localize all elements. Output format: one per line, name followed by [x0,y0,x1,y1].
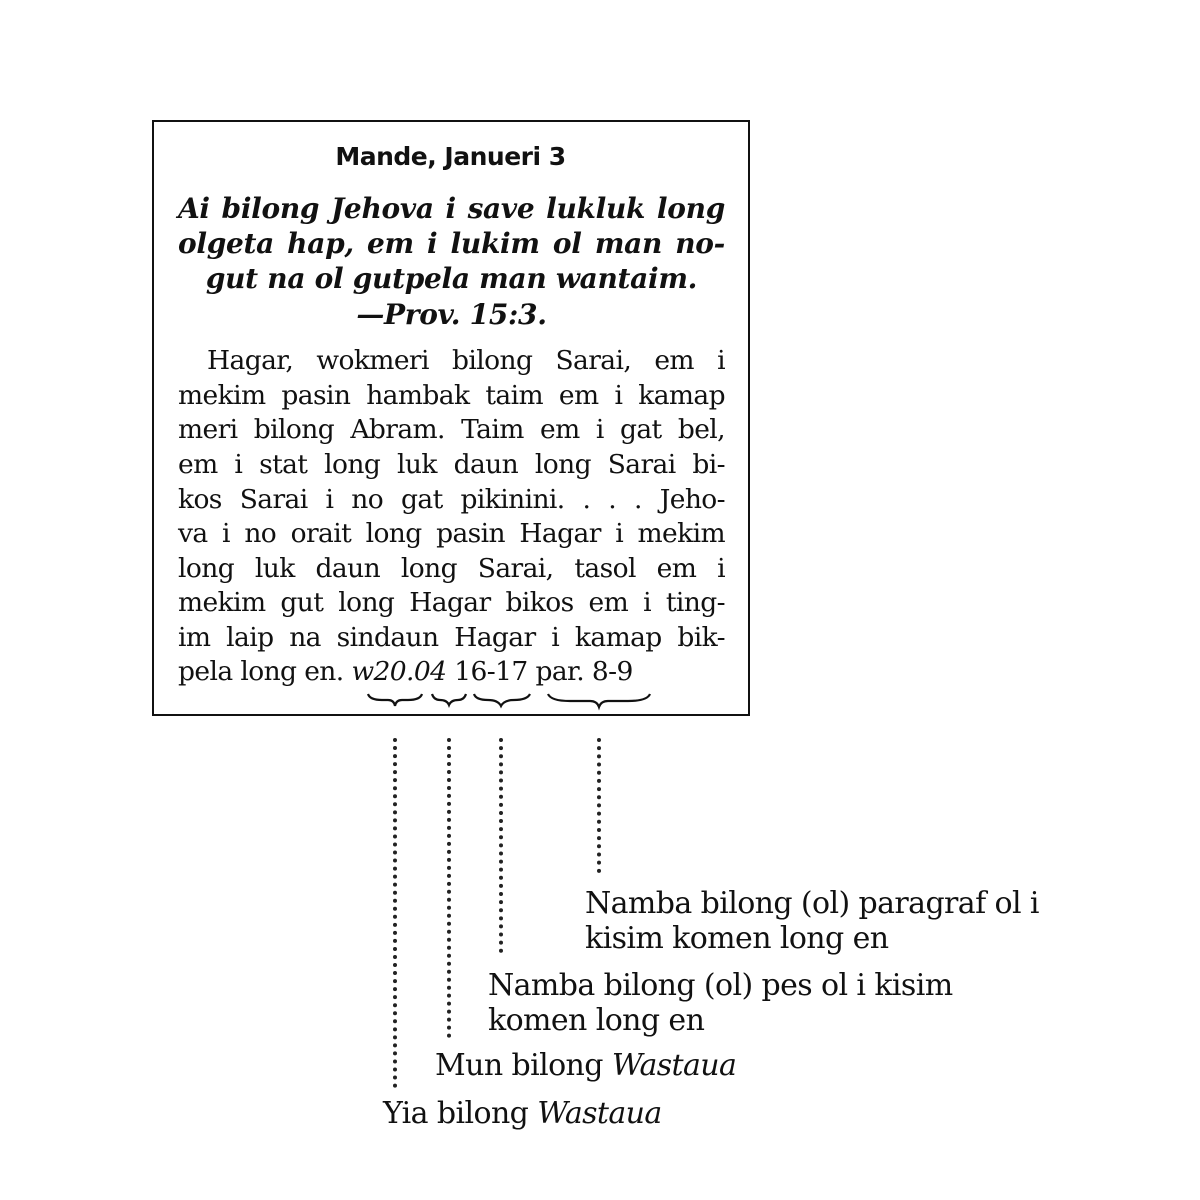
label-line: Namba bilong (ol) pes ol i kisim [488,968,953,1003]
leader-line-year [393,738,397,1088]
body-line: kos Sarai i no gat pikinini. . . . Jeho- [178,484,725,515]
brace-paragraphs-icon [548,694,650,707]
label-line: Namba bilong (ol) paragraf ol i [585,886,1039,921]
scripture-line: Ai bilong Jehova i save lukluk long [178,192,725,225]
body-line: long luk daun long Sarai, tasol em i [178,553,725,584]
leader-line-pages [499,738,503,953]
reference-year: w20 [351,656,407,687]
brace-month-icon [432,694,466,705]
body-line-end: pela long en. [178,656,344,687]
brace-year-icon [368,694,422,706]
label-italic: Wastaua [537,1096,662,1131]
reference-dot: . [406,656,414,687]
label-line: komen long en [488,1003,705,1038]
body-line: im laip na sindaun Hagar i kamap bik- [178,622,725,653]
scripture-line: olgeta hap, em i lukim ol man no- [178,227,725,260]
leader-line-paragraphs [597,738,601,873]
brace-pages-icon [474,694,530,706]
label-text: Mun bilong [435,1048,603,1083]
reference-month: 04 [413,656,447,687]
body-line: Hagar, wokmeri bilong Sarai, em i [207,345,725,376]
body-line: va i no orait long pasin Hagar i mekim [178,518,725,549]
label-italic: Wastaua [611,1048,737,1083]
scripture-citation: —Prov. 15:3. [356,298,547,331]
label-month [435,1048,736,1083]
body-line: mekim pasin hambak taim em i kamap [178,380,725,411]
body-line: meri bilong Abram. Taim em i gat bel, [178,414,725,445]
label-pages [488,968,953,1038]
card-date: Mande, Janueri 3 [335,142,566,171]
reference-pages: 16-17 [454,656,528,687]
label-paragraphs [585,886,1039,956]
scripture-line: gut na ol gutpela man wantaim. [205,262,698,295]
label-year [383,1096,662,1131]
leader-line-month [447,738,451,1038]
body-line: mekim gut long Hagar bikos em i ting- [178,587,725,618]
reference-paragraphs: par. 8-9 [535,656,633,687]
label-text: Yia bilong [383,1096,529,1131]
body-line: em i stat long luk daun long Sarai bi- [178,449,725,480]
label-line: kisim komen long en [585,921,889,956]
